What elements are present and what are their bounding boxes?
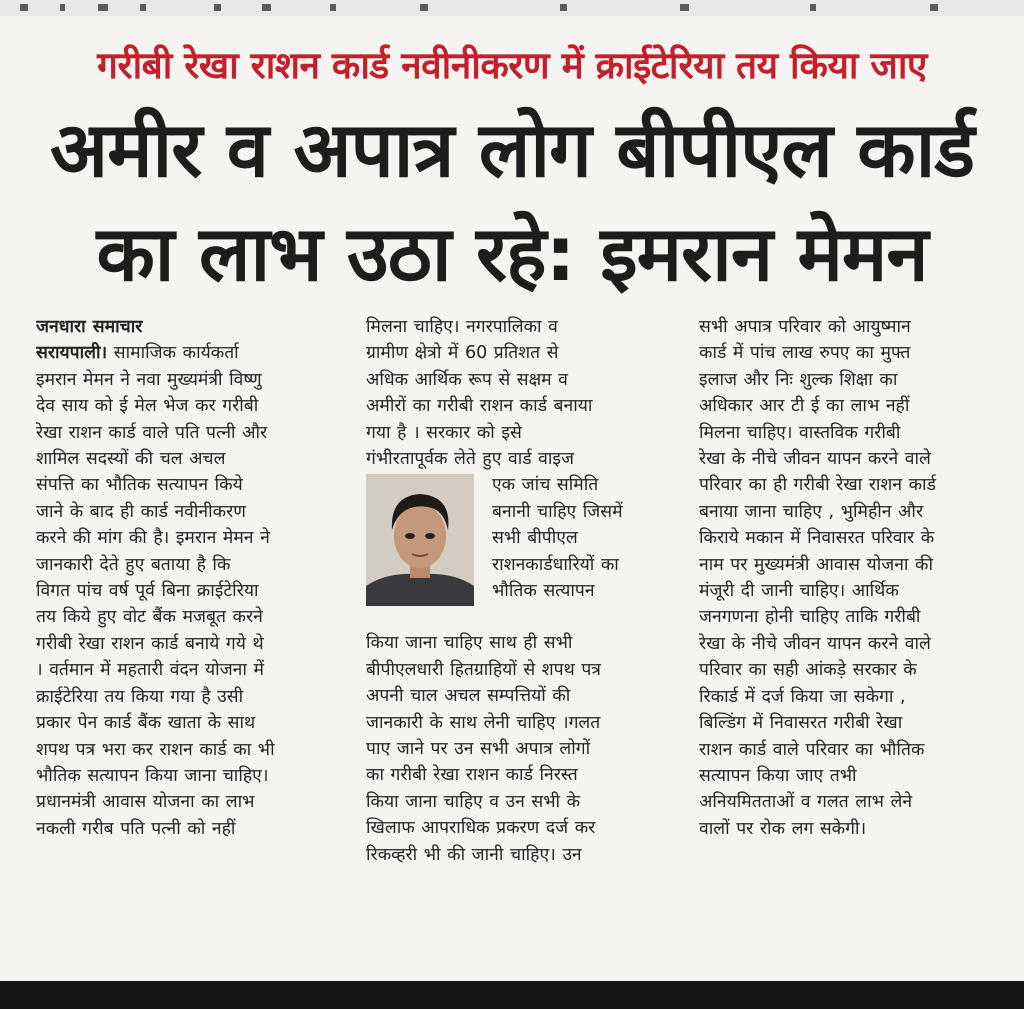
column-line: सभी बीपीएल xyxy=(492,528,578,549)
column-line: बीपीएलधारी हितग्राहियों से शपथ पत्र xyxy=(366,659,601,680)
column-line: शपथ पत्र भरा कर राशन कार्ड का भी xyxy=(36,739,275,760)
kicker-headline: गरीबी रेखा राशन कार्ड नवीनीकरण में क्राईटेरिया तय किया जाए xyxy=(97,44,927,87)
column-line: रेखा के नीचे जीवन यापन करने वाले xyxy=(699,633,931,654)
column-line: जाने के बाद ही कार्ड नवीनीकरण xyxy=(36,501,246,522)
column-line: बनानी चाहिए जिसमें xyxy=(492,501,623,522)
column-line: जानकारी के साथ लेनी चाहिए ।गलत xyxy=(366,712,601,733)
column-line: का गरीबी रेखा राशन कार्ड निरस्त xyxy=(366,765,578,786)
column-line: क्राईटेरिया तय किया गया है उसी xyxy=(36,686,244,707)
column-line: गरीबी रेखा राशन कार्ड बनाये गये थे xyxy=(36,633,264,654)
column-line: अधिकार आर टी ई का लाभ नहीं xyxy=(699,396,910,417)
column-line: सभी अपात्र परिवार को आयुष्मान xyxy=(699,317,911,337)
column-line: प्रकार पेन कार्ड बैंक खाता के साथ xyxy=(36,713,256,734)
column-line: रिकार्ड में दर्ज किया जा सकेगा , xyxy=(699,686,906,707)
column-line: नाम पर मुख्यमंत्री आवास योजना की xyxy=(699,554,933,575)
main-headline-line-1: अमीर व अपात्र लोग बीपीएल कार्ड xyxy=(50,105,974,194)
column-line: राशनकार्डधारियों का xyxy=(492,554,619,575)
photo-block xyxy=(366,472,676,630)
column-line: शामिल सदस्यों की चल अचल xyxy=(36,449,226,470)
column-line: वालों पर रोक लग सकेगी। xyxy=(699,818,867,839)
photo-wrap-text xyxy=(492,472,676,604)
column-line: रेखा राशन कार्ड वाले पति पत्नी और xyxy=(36,422,268,443)
column-line: देव साय को ई मेल भेज कर गरीबी xyxy=(36,396,259,417)
column-line: बिल्डिंग में निवासरत गरीबी रेखा xyxy=(699,713,903,734)
column-line: भौतिक सत्यापन किया जाना चाहिए। xyxy=(36,765,269,786)
article-column-2 xyxy=(366,314,676,974)
column-line: सत्यापन किया जाए तभी xyxy=(699,765,857,786)
column-line: पाए जाने पर उन सभी अपात्र लोगों xyxy=(366,739,591,760)
bottom-bar xyxy=(0,981,1024,1009)
column-line: परिवार का ही गरीबी रेखा राशन कार्ड xyxy=(699,475,936,496)
column-line: किया जाना चाहिए व उन सभी के xyxy=(366,791,581,812)
portrait-photo xyxy=(366,474,474,606)
column-line: विगत पांच वर्ष पूर्व बिना क्राईटेरिया xyxy=(36,581,259,602)
byline: जनधारा समाचार xyxy=(36,317,143,337)
column-line: इमरान मेमन ने नवा मुख्यमंत्री विष्णु xyxy=(36,369,262,390)
column-line: जानकारी देते हुए बताया है कि xyxy=(36,554,231,575)
column-line: एक जांच समिति xyxy=(492,475,599,496)
article-column-3 xyxy=(699,314,1009,974)
column-line: बनाया जाना चाहिए , भुमिहीन और xyxy=(699,501,924,522)
column-line: किराये मकान में निवासरत परिवार के xyxy=(699,528,935,549)
column-line: कार्ड में पांच लाख रुपए का मुफ्त xyxy=(699,343,911,364)
column-line: परिवार का सही आंकड़े सरकार के xyxy=(699,660,917,681)
column-line: खिलाफ आपराधिक प्रकरण दर्ज कर xyxy=(366,818,596,839)
column-line: सरायपाली। सामाजिक कार्यकर्ता xyxy=(36,343,239,364)
column-line: इलाज और निः शुल्क शिक्षा का xyxy=(699,369,898,390)
column-line: अनियमितताओं व गलत लाभ लेने xyxy=(699,792,913,813)
column-line: अधिक आर्थिक रूप से सक्षम व xyxy=(366,369,568,390)
column-line: मिलना चाहिए। नगरपालिका व xyxy=(366,317,558,337)
column-line: । वर्तमान में महतारी वंदन योजना में xyxy=(36,660,264,681)
column-line: अमीरों का गरीबी राशन कार्ड बनाया xyxy=(366,396,593,417)
column-line: जनगणना होनी चाहिए ताकि गरीबी xyxy=(699,607,921,628)
column-line: ग्रामीण क्षेत्रो में 60 प्रतिशत से xyxy=(366,343,559,364)
column-line: करने की मांग की है। इमरान मेमन ने xyxy=(36,528,270,549)
column-line: गया है । सरकार को इसे xyxy=(366,422,522,443)
top-strip xyxy=(0,0,1024,16)
column-line: गंभीरतापूर्वक लेते हुए वार्ड वाइज xyxy=(366,449,574,470)
column-line: प्रधानमंत्री आवास योजना का लाभ xyxy=(36,792,255,813)
article-column-1 xyxy=(36,314,346,974)
column-line: किया जाना चाहिए साथ ही सभी xyxy=(366,633,573,654)
column-line: अपनी चाल अचल सम्पत्तियों की xyxy=(366,686,571,707)
main-headline-line-2: का लाभ उठा रहे: इमरान मेमन xyxy=(96,209,928,298)
newspaper-clipping xyxy=(0,16,1024,981)
column-line: मंजूरी दी जानी चाहिए। आर्थिक xyxy=(699,581,899,602)
column-line: रिकव्हरी भी की जानी चाहिए। उन xyxy=(366,844,582,865)
portrait-icon xyxy=(366,474,474,606)
column-line: राशन कार्ड वाले परिवार का भौतिक xyxy=(699,739,925,760)
column-line: तय किये हुए वोट बैंक मजबूत करने xyxy=(36,607,263,628)
column-line: नकली गरीब पति पत्नी को नहीं xyxy=(36,818,236,839)
column-line: संपत्ति का भौतिक सत्यापन किये xyxy=(36,475,243,496)
column-line: भौतिक सत्यापन xyxy=(492,581,595,602)
column-line: मिलना चाहिए। वास्तविक गरीबी xyxy=(699,422,901,443)
dateline: सरायपाली। xyxy=(36,343,108,364)
column-line: रेखा के नीचे जीवन यापन करने वाले xyxy=(699,449,931,470)
